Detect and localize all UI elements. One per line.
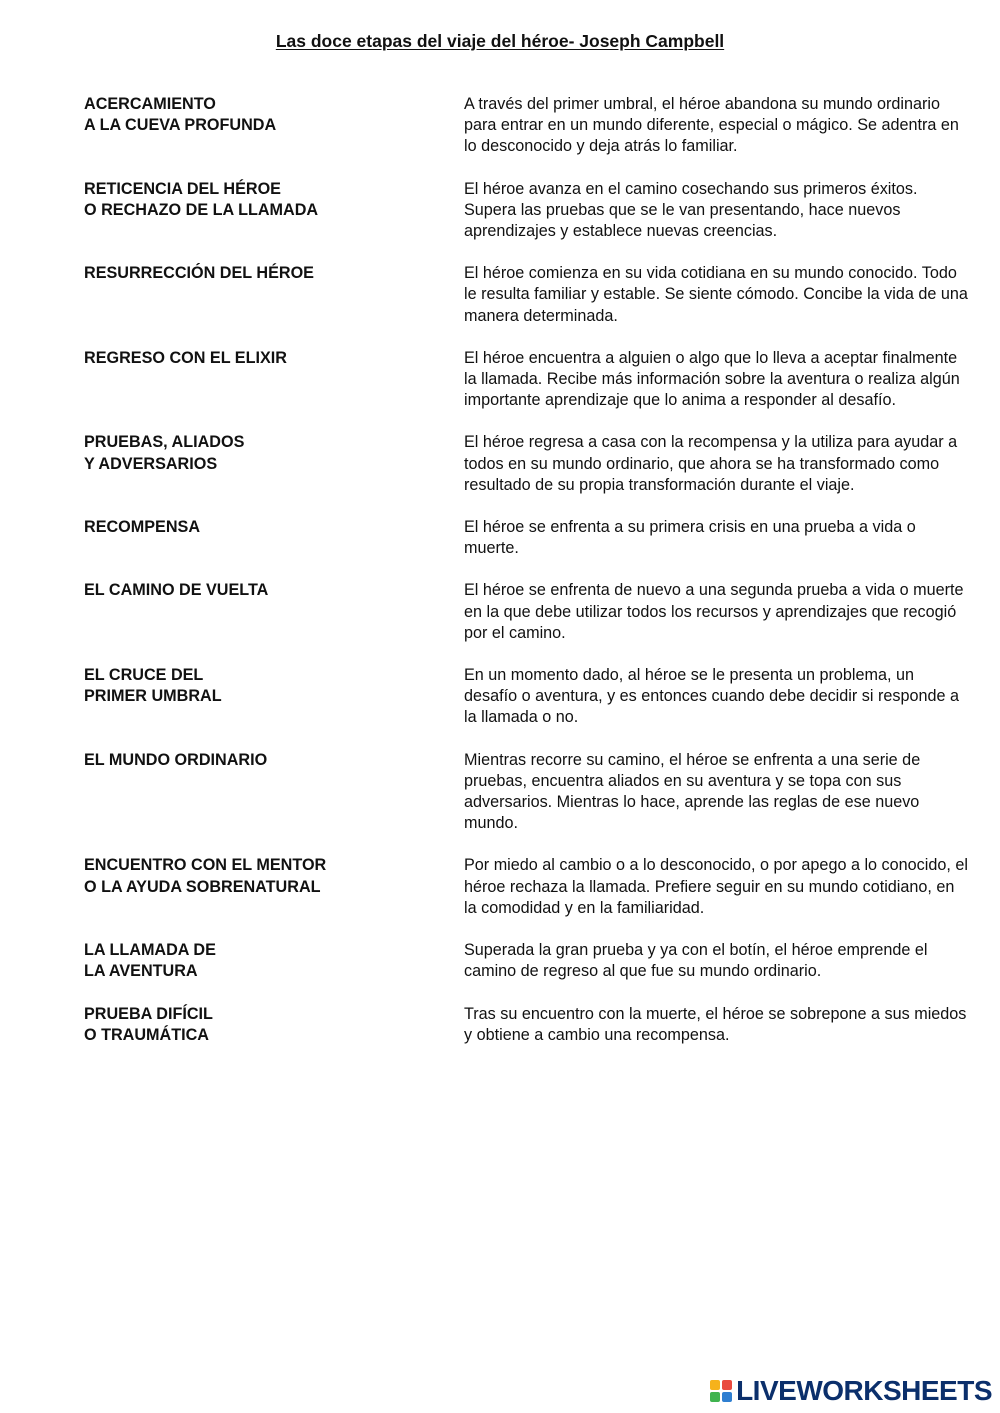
- stage-term: ENCUENTRO CON EL MENTOR O LA AYUDA SOBRENATURAL: [84, 856, 327, 896]
- stage-description: A través del primer umbral, el héroe abandona su mundo ordinario para entrar en un mundo diferente, especial o mágico. Se adentra en lo desconocido y deja atrás lo familiar.: [464, 95, 959, 156]
- liveworksheets-logo-text: LIVEWORKSHEETS: [736, 1375, 992, 1406]
- stage-term: PRUEBA DIFÍCIL O TRAUMÁTICA: [84, 1004, 213, 1044]
- stage-term: RESURRECCIÓN DEL HÉROE: [84, 264, 314, 283]
- stage-term: EL MUNDO ORDINARIO: [84, 750, 268, 769]
- stage-row: [84, 940, 974, 982]
- stage-description: El héroe regresa a casa con la recompensa y la utiliza para ayudar a todos en su mundo ordinario, que ahora se ha transformado como resultado de su propia transformación durante el viaje.: [464, 433, 958, 494]
- document-title: Las doce etapas del viaje del héroe- Joseph Campbell: [275, 31, 725, 51]
- stage-term: EL CAMINO DE VUELTA: [84, 581, 269, 600]
- stage-term: RETICENCIA DEL HÉROE O RECHAZO DE LA LLAMADA: [84, 179, 319, 219]
- stage-description: El héroe se enfrenta a su primera crisis en una prueba a vida o muerte.: [464, 518, 916, 558]
- stage-term: RECOMPENSA: [84, 518, 201, 537]
- stage-description: Tras su encuentro con la muerte, el héroe se sobrepone a sus miedos y obtiene a cambio una recompensa.: [464, 1004, 967, 1044]
- stage-description: El héroe encuentra a alguien o algo que lo lleva a aceptar finalmente la llamada. Recibe más información sobre la aventura o realiza algún importante aprendizaje que lo anima a responder al desafío.: [464, 348, 960, 410]
- stage-row: [84, 1004, 974, 1046]
- mark-square: [710, 1392, 720, 1402]
- stage-term: ACERCAMIENTO A LA CUEVA PROFUNDA: [84, 95, 277, 135]
- stage-term: LA LLAMADA DE LA AVENTURA: [84, 941, 216, 981]
- stage-description: El héroe se enfrenta de nuevo a una segunda prueba a vida o muerte en la que debe utilizar todos los recursos y aprendizajes que recogió por el camino.: [464, 581, 964, 642]
- stage-row: [84, 263, 974, 327]
- stage-term: EL CRUCE DEL PRIMER UMBRAL: [84, 666, 222, 706]
- stage-term: REGRESO CON EL ELIXIR: [84, 348, 287, 367]
- stage-description: El héroe comienza en su vida cotidiana en su mundo conocido. Todo le resulta familiar y estable. Se siente cómodo. Concibe la vida de una manera determinada.: [464, 264, 968, 325]
- mark-square: [722, 1392, 732, 1402]
- stage-row: [84, 94, 974, 158]
- liveworksheets-logo: [710, 1375, 992, 1407]
- stage-description: Por miedo al cambio o a lo desconocido, o por apego a lo conocido, el héroe rechaza la llamada. Prefiere seguir en su mundo cotidiano, en la comodidad y en la familiaridad.: [464, 856, 968, 917]
- stage-row: [84, 750, 974, 835]
- mark-square: [722, 1380, 732, 1390]
- stage-description: Superada la gran prueba y ya con el botín, el héroe emprende el camino de regreso al que fue su mundo ordinario.: [464, 941, 928, 981]
- stage-row: [84, 580, 974, 644]
- stage-row: [84, 665, 974, 729]
- stage-term: PRUEBAS, ALIADOS Y ADVERSARIOS: [84, 433, 245, 473]
- stage-row: [84, 517, 974, 559]
- stage-description: Mientras recorre su camino, el héroe se enfrenta a una serie de pruebas, encuentra aliados en su aventura y se topa con sus adversarios. Mientras lo hace, aprende las reglas de ese nuevo mundo.: [464, 750, 921, 833]
- stage-row: [84, 432, 974, 496]
- stage-description: El héroe avanza en el camino cosechando sus primeros éxitos. Supera las pruebas que se le van presentando, hace nuevos aprendizajes y establece nuevas creencias.: [464, 179, 918, 241]
- stage-description: En un momento dado, al héroe se le presenta un problema, un desafío o aventura, y es entonces cuando debe decidir si responde a la llamada o no.: [464, 666, 959, 727]
- stage-list: [84, 94, 974, 1067]
- liveworksheets-mark-icon: [710, 1380, 732, 1402]
- mark-square: [710, 1380, 720, 1390]
- stage-row: [84, 855, 974, 919]
- stage-row: [84, 348, 974, 412]
- stage-row: [84, 179, 974, 243]
